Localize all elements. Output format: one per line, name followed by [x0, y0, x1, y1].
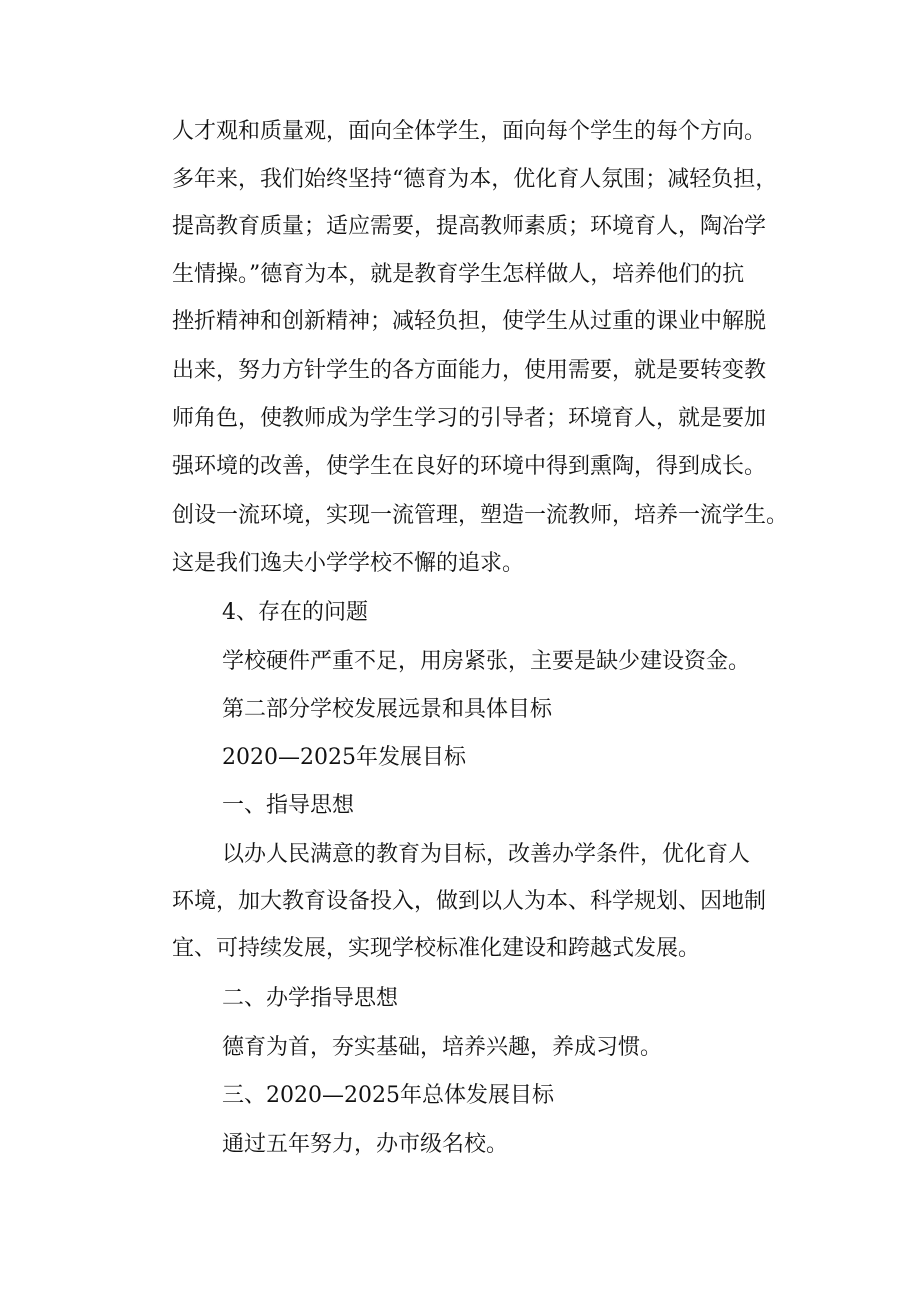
section-heading: 一、指导思想: [222, 793, 355, 818]
section-heading: 4、存在的问题: [222, 600, 368, 625]
section-heading: 第二部分学校发展远景和具体目标: [222, 697, 553, 722]
section-heading: 三、2020—2025年总体发展目标: [222, 1083, 554, 1108]
text-line: 人才观和质量观，面向全体学生，面向每个学生的每个方向。: [172, 119, 767, 144]
section-heading: 二、办学指导思想: [222, 986, 399, 1011]
text-line: 生情操。”德育为本，就是教育学生怎样做人，培养他们的抗: [172, 262, 745, 287]
text-line: 以办人民满意的教育为目标，改善办学条件，优化育人: [222, 842, 751, 867]
section-heading: 2020—2025年发展目标: [222, 745, 466, 770]
text-line: 师角色，使教师成为学生学习的引导者；环境育人，就是要加: [172, 406, 767, 431]
text-line: 宜、可持续发展，实现学校标准化建设和跨越式发展。: [172, 936, 701, 961]
text-line: 出来，努力方针学生的各方面能力，使用需要，就是要转变教: [172, 358, 767, 383]
text-line: 提高教育质量；适应需要，提高教师素质；环境育人，陶冶学: [172, 214, 767, 239]
text-line: 挫折精神和创新精神；减轻负担，使学生从过重的课业中解脱: [172, 309, 767, 334]
text-line: 通过五年努力，办市级名校。: [222, 1132, 509, 1157]
text-line: 创设一流环境，实现一流管理，塑造一流教师，培养一流学生。: [172, 503, 789, 528]
text-line: 这是我们逸夫小学学校不懈的追求。: [172, 551, 525, 576]
text-line: 学校硬件严重不足，用房紧张，主要是缺少建设资金。: [222, 649, 751, 674]
text-line: 德育为首，夯实基础，培养兴趣，养成习惯。: [222, 1035, 663, 1060]
text-line: 多年来，我们始终坚持“德育为本，优化育人氛围；减轻负担，: [172, 167, 778, 192]
text-line: 环境，加大教育设备投入，做到以人为本、科学规划、因地制: [172, 889, 767, 914]
text-line: 强环境的改善，使学生在良好的环境中得到熏陶，得到成长。: [172, 454, 767, 479]
